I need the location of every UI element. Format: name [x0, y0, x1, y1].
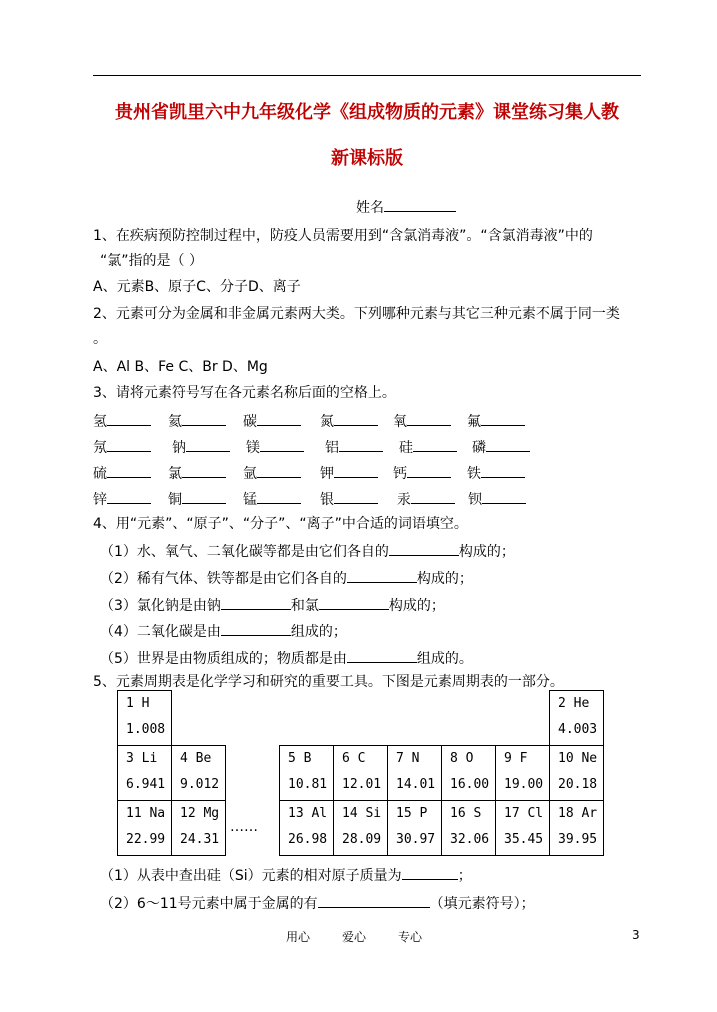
element-blank: 氦 — [168, 410, 226, 431]
q5-sentence-2: （2）6～11号元素中属于金属的有 （填元素符号）； — [100, 893, 535, 913]
element-blank: 磷 — [472, 436, 530, 457]
q1-options: A、元素B、原子C、分子D、离子 — [93, 279, 301, 295]
q5-sentence-1: （1）从表中查出硅（Si）元素的相对原子质量为 ； — [100, 865, 472, 885]
element-cell-al: 13 Al 26.98 — [280, 801, 334, 856]
element-blank: 锰 — [243, 488, 301, 509]
element-cell-be: 4 Be 9.012 — [172, 746, 226, 801]
element-cell-mg: 12 Mg 24.31 — [172, 801, 226, 856]
q1-line1: 1、在疾病预防控制过程中，防疫人员需要用到“含氯消毒液”。“含氯消毒液”中的 — [93, 228, 593, 244]
page-title: 贵州省凯里六中九年级化学《组成物质的元素》课堂练习集人教 — [115, 102, 619, 123]
element-blank: 铁 — [467, 462, 525, 483]
fill-blank[interactable] — [319, 595, 389, 610]
periodic-table — [117, 690, 604, 856]
fill-blank[interactable] — [318, 893, 430, 908]
q4-sentence-5: （5）世界是由物质组成的；物质都是由 组成的。 — [100, 648, 473, 668]
fill-blank[interactable] — [221, 621, 291, 636]
element-blank: 汞 — [397, 488, 455, 509]
element-cell-na: 11 Na 22.99 — [118, 801, 172, 856]
name-blank[interactable] — [384, 197, 456, 212]
q2-line2: 。 — [93, 331, 107, 347]
element-cell-s: 16 S 32.06 — [442, 801, 496, 856]
element-cell-cl: 17 Cl 35.45 — [496, 801, 550, 856]
page-number: 3 — [632, 928, 640, 942]
ellipsis-cell: …… — [230, 818, 258, 835]
element-blank: 硫 — [93, 462, 151, 483]
footer-slogan-1: 用心 — [286, 930, 311, 944]
element-blank: 锌 — [93, 488, 151, 509]
q2-options: A、Al B、Fe C、Br D、Mg — [93, 359, 268, 375]
element-cell-h: 1 H 1.008 — [118, 691, 172, 746]
element-cell-he: 2 He 4.003 — [550, 691, 604, 746]
q1-line2: “氯”指的是（ ） — [100, 253, 203, 269]
q2-line1: 2、元素可分为金属和非金属元素两大类。下列哪种元素与其它三种元素不属于同一类 — [93, 306, 620, 322]
q4-prompt: 4、用“元素”、“原子”、“分子”、“离子”中合适的词语填空。 — [93, 516, 468, 532]
element-cell-ar: 18 Ar 39.95 — [550, 801, 604, 856]
fill-blank[interactable] — [347, 648, 417, 663]
element-blank: 氟 — [467, 410, 525, 431]
fill-blank[interactable] — [402, 865, 458, 880]
element-blank: 钡 — [468, 488, 526, 509]
element-cell-p: 15 P 30.97 — [388, 801, 442, 856]
element-cell-f: 9 F 19.00 — [496, 746, 550, 801]
q4-sentence-3: （3）氯化钠是由钠 和氯 构成的； — [100, 595, 445, 615]
element-blank: 氩 — [243, 462, 301, 483]
element-blank: 镁 — [246, 436, 304, 457]
element-blank: 钙 — [393, 462, 451, 483]
element-blank: 氯 — [168, 462, 226, 483]
element-blank: 氧 — [393, 410, 451, 431]
element-blank: 铝 — [325, 436, 383, 457]
fill-blank[interactable] — [389, 541, 459, 556]
element-blank: 钾 — [320, 462, 378, 483]
fill-blank[interactable] — [347, 568, 417, 583]
name-label: 姓名 — [356, 200, 384, 216]
q4-sentence-4: （4）二氧化碳是由 组成的； — [100, 621, 347, 641]
q4-sentence-1: （1）水、氧气、二氧化碳等都是由它们各自的 构成的； — [100, 541, 515, 561]
element-cell-n: 7 N 14.01 — [388, 746, 442, 801]
element-blank: 硅 — [399, 436, 457, 457]
element-cell-ne: 10 Ne 20.18 — [550, 746, 604, 801]
element-cell-b: 5 B 10.81 — [280, 746, 334, 801]
element-blank: 氮 — [320, 410, 378, 431]
page-title-line2: 新课标版 — [331, 148, 403, 169]
fill-blank[interactable] — [221, 595, 291, 610]
q4-sentence-2: （2）稀有气体、铁等都是由它们各自的 构成的； — [100, 568, 473, 588]
name-field — [356, 197, 456, 217]
q5-prompt: 5、元素周期表是化学学习和研究的重要工具。下图是元素周期表的一部分。 — [93, 674, 564, 690]
element-blank: 氖 — [93, 436, 151, 457]
element-cell-o: 8 O 16.00 — [442, 746, 496, 801]
footer-slogan-2: 爱心 — [342, 930, 367, 944]
element-cell-li: 3 Li 6.941 — [118, 746, 172, 801]
element-blank: 钠 — [172, 436, 230, 457]
header-rule — [93, 75, 641, 76]
q3-prompt: 3、请将元素符号写在各元素名称后面的空格上。 — [93, 385, 396, 401]
element-blank: 铜 — [168, 488, 226, 509]
element-blank: 碳 — [243, 410, 301, 431]
footer-slogan-3: 专心 — [398, 930, 423, 944]
element-blank: 氢 — [93, 410, 151, 431]
element-cell-si: 14 Si 28.09 — [334, 801, 388, 856]
element-blank: 银 — [320, 488, 378, 509]
element-cell-c: 6 C 12.01 — [334, 746, 388, 801]
